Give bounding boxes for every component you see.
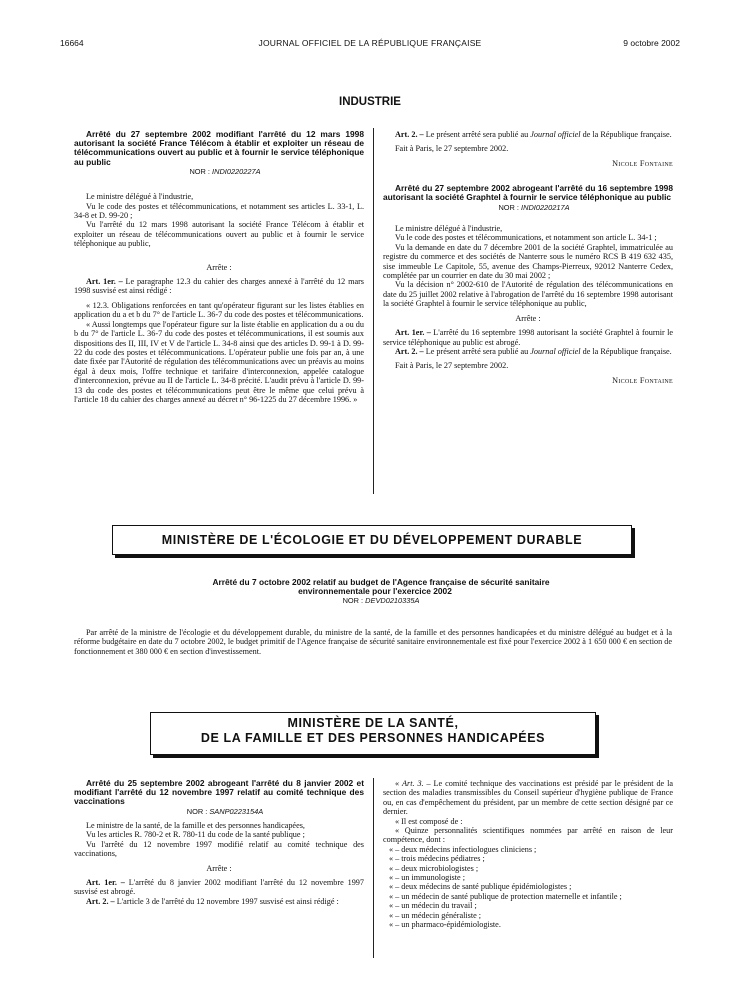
list-item: « – deux médecins de santé publique épidémiologistes ; — [389, 882, 572, 892]
nor-reference: NOR : DEVD0210335A — [342, 596, 420, 606]
nor-reference: NOR : INDI0220217A — [498, 202, 570, 212]
column-divider — [373, 778, 374, 958]
nor-reference: NOR : INDI0220227A — [189, 166, 261, 176]
minister-line: Le ministre de la santé, de la famille et des personnes handicapées, — [86, 821, 305, 831]
visa: Vu la décision n° 2002-610 de l'Autorité de régulation des télécommunications en date du 25 juillet 2002 relative à l'abrogation de l'arrêté du 16 septembre 1998 autorisant la société Graphtel à fournir le service téléphonique au public, — [383, 280, 673, 309]
ecologie-body — [74, 628, 672, 656]
sante-right-column — [383, 779, 673, 930]
arrete-label: Arrête : — [515, 313, 541, 323]
list-item: « – un médecin généraliste ; — [389, 910, 482, 920]
visa: Vu la demande en date du 7 décembre 2001 de la société Graphtel, immatriculée au registre du commerce et des sociétés de Nanterre sous le numéro RCS B 419 632 435, sise immeuble Le Capitole, 55, avenue des Champs-Pierreux, 92012 Nanterre Cedex, complétée par un courrier en date du 30 mai 2002 ; — [383, 242, 673, 281]
ministry-banner-ecologie: MINISTÈRE DE L'ÉCOLOGIE ET DU DÉVELOPPEMENT DURABLE — [112, 525, 632, 555]
visa: Vu les articles R. 780-2 et R. 780-11 du code de la santé publique ; — [86, 830, 305, 840]
decree-title: Arrêté du 7 octobre 2002 relatif au budget de l'Agence française de sécurité sanitaire environnementale pour l'exercice 2002 — [212, 577, 550, 597]
signature: Nicole Fontaine — [612, 158, 673, 168]
arrete-label: Arrête : — [206, 863, 232, 873]
signing-place-date: Fait à Paris, le 27 septembre 2002. — [395, 144, 509, 154]
article-2: Art. 2. – L'article 3 de l'arrêté du 12 novembre 1997 susvisé est ainsi rédigé : — [86, 896, 339, 906]
page-number: 16664 — [60, 38, 84, 48]
article-3: « Art. 3. – Le comité technique des vaccinations est présidé par le président de la section des maladies transmissibles du Conseil supérieur d'hygiène publique de France ou, en cas d'empêchement du président, par un membre de cette section désigné par ce dernier. — [383, 779, 673, 817]
visa: Vu le code des postes et télécommunications, et notamment son article L. 34-1 ; — [395, 233, 657, 243]
industrie-left-column — [74, 130, 364, 404]
composition-intro: « Il est composé de : — [395, 816, 463, 826]
list-item: « – un immunologiste ; — [389, 873, 465, 883]
minister-line: Le ministre délégué à l'industrie, — [395, 224, 503, 234]
decree-body: Par arrêté de la ministre de l'écologie et du développement durable, du ministre de la santé, de la famille et des personnes handicapées et du ministre délégué au budget et à la réforme budgétaire en date du 7 octobre 2002, le budget primitif de l'Agence française de sécurité sanitaire environnementale est fixé pour l'exercice 2002 à 1 650 000 € en section de fonctionnement et 380 000 € en section d'investissement. — [74, 628, 672, 656]
visa: Vu l'arrêté du 12 mars 1998 autorisant la société France Télécom à établir et exploiter un réseau de télécommunications ouvert au public et à fournir le service téléphonique au public, — [74, 220, 364, 249]
banner-line: MINISTÈRE DE LA SANTÉ, — [287, 716, 459, 730]
list-item: « – un pharmaco-épidémiologiste. — [389, 920, 501, 930]
page-header — [60, 38, 680, 52]
minister-line: Le ministre délégué à l'industrie, — [86, 192, 194, 202]
nor-reference: NOR : SANP0223154A — [186, 806, 264, 816]
article-1: Art. 1er. – Le paragraphe 12.3 du cahier des charges annexé à l'arrêté du 12 mars 1998 susvisé est ainsi rédigé : — [74, 277, 364, 296]
quoted-paragraph: « Aussi longtemps que l'opérateur figure sur la liste établie en application du a ou du b du 7° de l'article L. 36-7 du code des postes et télécommunications, il est soumis aux dispositions des II, III, IV et V de l'article L. 34-8 ainsi que des articles D. 99-1 à D. 99-22 du code des postes et télécommunications. L'opérateur publie une fois par an, à une date fixée par l'Autorité de régulation des télécommunications avec un préavis au moins égal à deux mois, l'offre technique et tarifaire d'interconnexion, appelée catalogue d'interconnexion, prévue au II de l'article L. 34-8 précité. L'audit prévu à l'article D. 99-13 du code des postes et télécommunications peut être le même que celui prévu à l'article 18 du cahier des charges annexé au décret n° 96-1225 du 27 décembre 1996. » — [74, 319, 364, 404]
banner-line: DE LA FAMILLE ET DES PERSONNES HANDICAPÉES — [200, 731, 546, 745]
signature: Nicole Fontaine — [612, 375, 673, 385]
article-1: Art. 1er. – L'arrêté du 8 janvier 2002 modifiant l'arrêté du 12 novembre 1997 susvisé est abrogé. — [74, 878, 364, 897]
composition-detail: « Quinze personnalités scientifiques nommées par arrêté en raison de leur compétence, dont : — [383, 826, 673, 845]
article-1: Art. 1er. – L'arrêté du 16 septembre 1998 autorisant la société Graphtel à fournir le service téléphonique au public est abrogé. — [383, 328, 674, 347]
list-item: « – un médecin de santé publique de protection maternelle et infantile ; — [389, 891, 622, 901]
column-divider — [373, 128, 374, 494]
decree-title: Arrêté du 25 septembre 2002 abrogeant l'arrêté du 8 janvier 2002 et modifiant l'arrêté du 12 novembre 1997 relatif au comité technique des vaccinations — [74, 778, 364, 807]
list-item: « – deux médecins infectiologues cliniciens ; — [389, 844, 537, 854]
industrie-right-column — [383, 130, 673, 385]
ministry-banner-sante — [150, 712, 596, 755]
quoted-paragraph: « 12.3. Obligations renforcées en tant qu'opérateur figurant sur les listes établies en application du a et b du 7° de l'article L. 36-7 du code des postes et télécommunications. — [74, 300, 364, 320]
list-item: « – deux microbiologistes ; — [389, 863, 479, 873]
arrete-label: Arrête : — [206, 262, 232, 272]
signing-place-date: Fait à Paris, le 27 septembre 2002. — [395, 361, 509, 371]
article-2: Art. 2. – Le présent arrêté sera publié au Journal officiel de la République française. — [395, 130, 672, 139]
list-item: « – un médecin du travail ; — [389, 901, 477, 911]
issue-date: 9 octobre 2002 — [623, 38, 680, 48]
decree-title: Arrêté du 27 septembre 2002 abrogeant l'arrêté du 16 septembre 1998 autorisant la société Graphtel à fournir le service téléphonique au public — [383, 183, 673, 203]
section-title-industrie: INDUSTRIE — [339, 96, 401, 108]
decree-title: Arrêté du 27 septembre 2002 modifiant l'arrêté du 12 mars 1998 autorisant la société France Télécom à établir et exploiter un réseau de télécommunications ouvert au public et à fournir le service téléphonique au public — [74, 129, 364, 167]
visa: Vu l'arrêté du 12 novembre 1997 modifié relatif au comité technique des vaccinations, — [74, 839, 364, 859]
journal-title: JOURNAL OFFICIEL DE LA RÉPUBLIQUE FRANÇAISE — [258, 38, 482, 48]
article-2: Art. 2. – Le présent arrêté sera publié au Journal officiel de la République française. — [395, 346, 672, 356]
visa: Vu le code des postes et télécommunications, et notamment ses articles L. 33-1, L. 34-8 et D. 99-20 ; — [74, 201, 364, 221]
ecologie-header — [190, 578, 560, 606]
sante-left-column — [74, 779, 364, 906]
list-item: « – trois médecins pédiatres ; — [389, 854, 485, 864]
